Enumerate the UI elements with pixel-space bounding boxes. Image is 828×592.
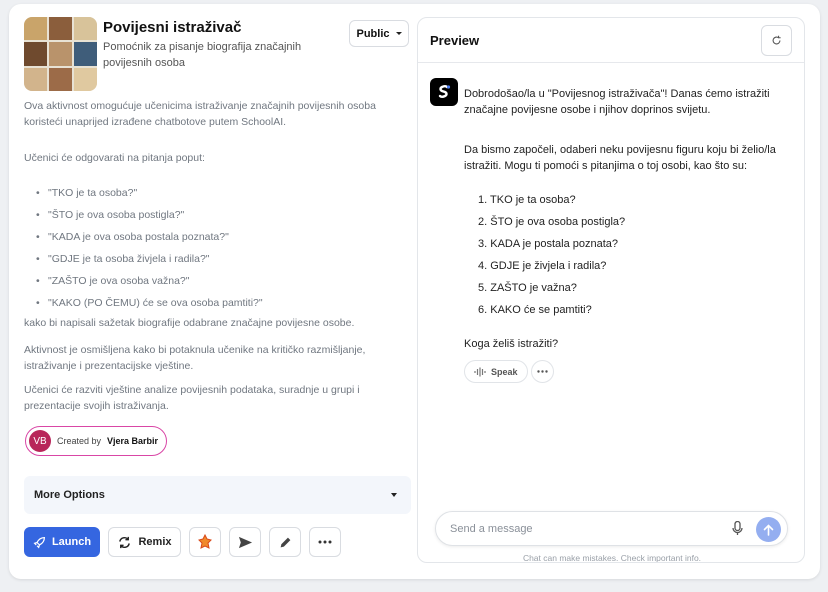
list-item: 6. KAKO će se pamtiti?	[478, 304, 592, 316]
refresh-button[interactable]	[761, 25, 792, 56]
creator-prefix: Created by	[57, 436, 102, 446]
avatar: VB	[29, 430, 51, 452]
bot-greeting: Dobrodošao/la u "Povijesnog istraživača"! Danas ćemo istražiti značajne povijesne osobe i njihov doprinos svijetu.	[464, 88, 770, 116]
list-item: • "ŠTO je ova osoba postigla?"	[46, 204, 263, 226]
remix-label: Remix	[138, 536, 172, 548]
disclaimer-text: Chat can make mistakes. Check important info.	[522, 553, 702, 563]
pencil-icon	[279, 536, 292, 549]
activity-title: Povijesni istraživač	[103, 19, 242, 36]
message-more-button[interactable]	[531, 360, 554, 383]
chevron-down-icon	[391, 493, 397, 497]
list-item: 3. KADA je postala poznata?	[478, 238, 619, 250]
audio-wave-icon	[474, 367, 486, 377]
list-item: • "KADA je ova osoba postala poznata?"	[46, 226, 263, 248]
more-actions-button[interactable]	[309, 527, 341, 557]
list-item: • "KAKO (PO ČEMU) će se ova osoba pamtiti?"	[46, 292, 263, 314]
questions-intro: Učenici će odgovarati na pitanja poput:	[24, 152, 205, 164]
description-goal: Aktivnost je osmišljena kako bi potaknula učenike na kritičko razmišljanje, istraživanje i prezentacijske vještine.	[24, 344, 366, 372]
speak-button[interactable]	[464, 360, 528, 383]
creator-badge[interactable]	[25, 426, 167, 456]
bot-closing: Koga želiš istražiti?	[464, 338, 559, 350]
rocket-icon	[33, 536, 46, 549]
activity-thumbnail	[24, 17, 97, 91]
arrow-up-icon	[763, 524, 774, 536]
list-item: • "TKO je ta osoba?"	[46, 182, 263, 204]
description-summary: kako bi napisali sažetak biografije odabrane značajne povijesne osobe.	[24, 317, 355, 329]
message-input[interactable]	[450, 520, 720, 538]
visibility-label: Public	[356, 27, 390, 40]
message-composer	[435, 511, 788, 546]
speak-label: Speak	[491, 366, 518, 377]
more-options-toggle[interactable]	[24, 476, 411, 514]
favorite-button[interactable]	[189, 527, 221, 557]
chevron-down-icon	[396, 32, 402, 35]
description-intro: Ova aktivnost omogućuje učenicima istraživanje značajnih povijesnih osoba koristeći unaprijed izrađene chatbotove putem SchoolAI.	[24, 100, 376, 128]
send-button[interactable]	[756, 517, 781, 542]
launch-label: Launch	[51, 536, 92, 548]
activity-details-panel	[24, 4, 411, 579]
activity-subtitle: Pomoćnik za pisanje biografija značajnih povijesnih osoba	[103, 41, 302, 69]
list-item: 1. TKO je ta osoba?	[478, 194, 576, 206]
ellipsis-icon	[537, 370, 548, 373]
list-item: • "GDJE je ta osoba živjela i radila?"	[46, 248, 263, 270]
list-item: 4. GDJE je živjela i radila?	[478, 260, 607, 272]
launch-button[interactable]	[24, 527, 100, 557]
bot-logo-icon	[430, 78, 458, 106]
remix-button[interactable]	[108, 527, 181, 557]
send-icon	[238, 535, 253, 550]
preview-header	[418, 18, 804, 63]
preview-title: Preview	[430, 32, 480, 48]
share-button[interactable]	[229, 527, 261, 557]
visibility-dropdown[interactable]	[349, 20, 409, 47]
microphone-icon[interactable]	[732, 521, 743, 536]
creator-name: Vjera Barbir	[107, 436, 159, 446]
main-card	[9, 4, 820, 579]
more-options-label: More Options	[34, 489, 105, 501]
list-item: 5. ZAŠTO je važna?	[478, 282, 577, 294]
refresh-icon	[771, 35, 782, 46]
edit-button[interactable]	[269, 527, 301, 557]
refresh-arrows-icon	[117, 535, 132, 550]
bot-prompt: Da bismo započeli, odaberi neku povijesnu figuru koju bi želio/la istražiti. Mogu ti pomoći s pitanjima o toj osobi, kao što su:	[464, 144, 776, 172]
badge-star-icon	[197, 534, 213, 550]
list-item: 2. ŠTO je ova osoba postigla?	[478, 216, 626, 228]
bot-question-list	[478, 189, 625, 321]
list-item: • "ZAŠTO je ova osoba važna?"	[46, 270, 263, 292]
questions-list	[46, 182, 263, 314]
description-skills: Učenici će razviti vještine analize povijesnih podataka, suradnje u grupi i prezentacije svojih istraživanja.	[24, 384, 360, 412]
preview-panel	[417, 17, 805, 563]
ellipsis-icon	[318, 540, 332, 544]
